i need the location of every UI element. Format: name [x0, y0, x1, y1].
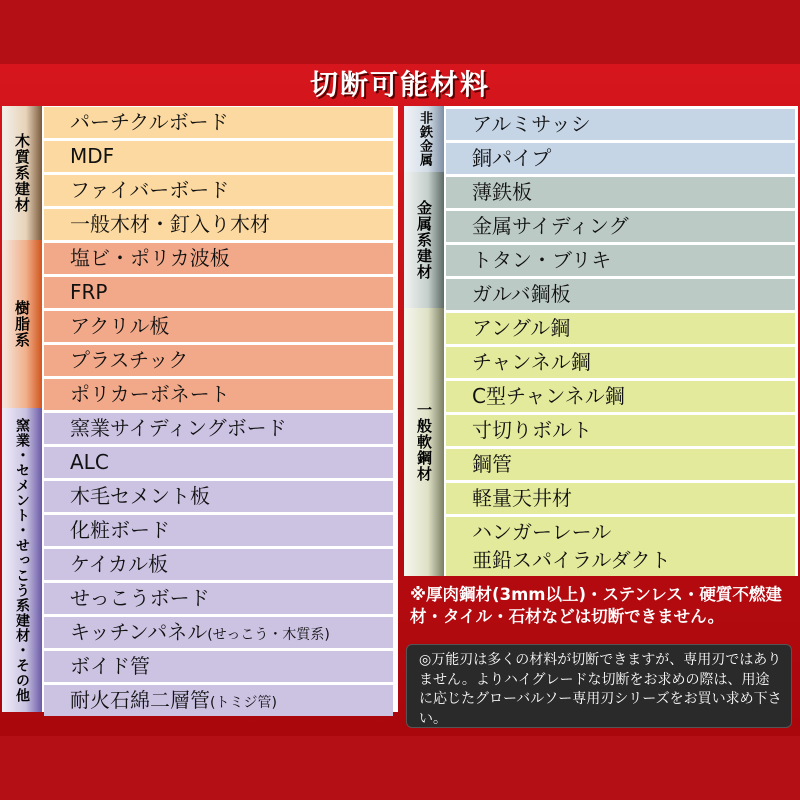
list-item: 化粧ボード [44, 515, 393, 546]
list-item: ハンガーレール [446, 517, 795, 548]
list-item: 亜鉛スパイラルダクト [446, 545, 795, 576]
category-wood-label: 木質系建材 [13, 133, 31, 213]
category-wood [2, 106, 42, 240]
category-nonferrous-label: 非鉄金属 [417, 111, 432, 167]
category-metal-building [404, 172, 444, 308]
list-item: 一般木材・釘入り木材 [44, 209, 393, 240]
list-item: ファイバーボード [44, 175, 393, 206]
list-item: ボイド管 [44, 651, 393, 682]
list-item: 鋼管 [446, 449, 795, 480]
category-mild-steel [404, 308, 444, 576]
list-item: 塩ビ・ポリカ波板 [44, 243, 393, 274]
info-note: ◎万能刃は多くの材料が切断できますが、専用刃ではありません。よりハイグレードな切断をお求めの際は、用途に応じたグローバルソー専用刃シリーズをお買い求め下さい。 [406, 644, 792, 728]
list-item: プラスチック [44, 345, 393, 376]
list-item: 耐火石綿二層管(トミジ管) [44, 685, 393, 716]
list-item: 銅パイプ [446, 143, 795, 174]
list-item: ポリカーボネート [44, 379, 393, 410]
list-item: 薄鉄板 [446, 177, 795, 208]
category-metal-building-label: 金属系建材 [415, 200, 433, 280]
list-item: 軽量天井材 [446, 483, 795, 514]
list-item: チャンネル鋼 [446, 347, 795, 378]
list-item: MDF [44, 141, 393, 172]
list-item: 窯業サイディングボード [44, 413, 393, 444]
warning-note: ※厚肉鋼材(3mm以上)・ステンレス・硬質不燃建材・タイル・石材などは切断できません。 [410, 585, 782, 626]
list-item: トタン・ブリキ [446, 245, 795, 276]
list-item: アルミサッシ [446, 109, 795, 140]
category-nonferrous [404, 106, 444, 172]
page-title: 切断可能材料 [309, 68, 490, 101]
list-item: 寸切りボルト [446, 415, 795, 446]
list-item: パーチクルボード [44, 107, 393, 138]
category-resin [2, 240, 42, 408]
list-item: FRP [44, 277, 393, 308]
list-item: ALC [44, 447, 393, 478]
list-item: 木毛セメント板 [44, 481, 393, 512]
list-item: アクリル板 [44, 311, 393, 342]
list-item: C型チャンネル鋼 [446, 381, 795, 412]
list-item: ガルバ鋼板 [446, 279, 795, 310]
category-resin-label: 樹脂系 [13, 300, 31, 348]
category-mild-steel-label: 一般軟鋼材 [415, 402, 433, 482]
category-ceramic [2, 408, 42, 712]
list-item: ケイカル板 [44, 549, 393, 580]
list-item: アングル鋼 [446, 313, 795, 344]
list-item: せっこうボード [44, 583, 393, 614]
category-ceramic-label: 窯業・セメント・せっこう系建材・その他 [14, 417, 30, 703]
list-item: 金属サイディング [446, 211, 795, 242]
list-item: キッチンパネル(せっこう・木質系) [44, 617, 393, 648]
